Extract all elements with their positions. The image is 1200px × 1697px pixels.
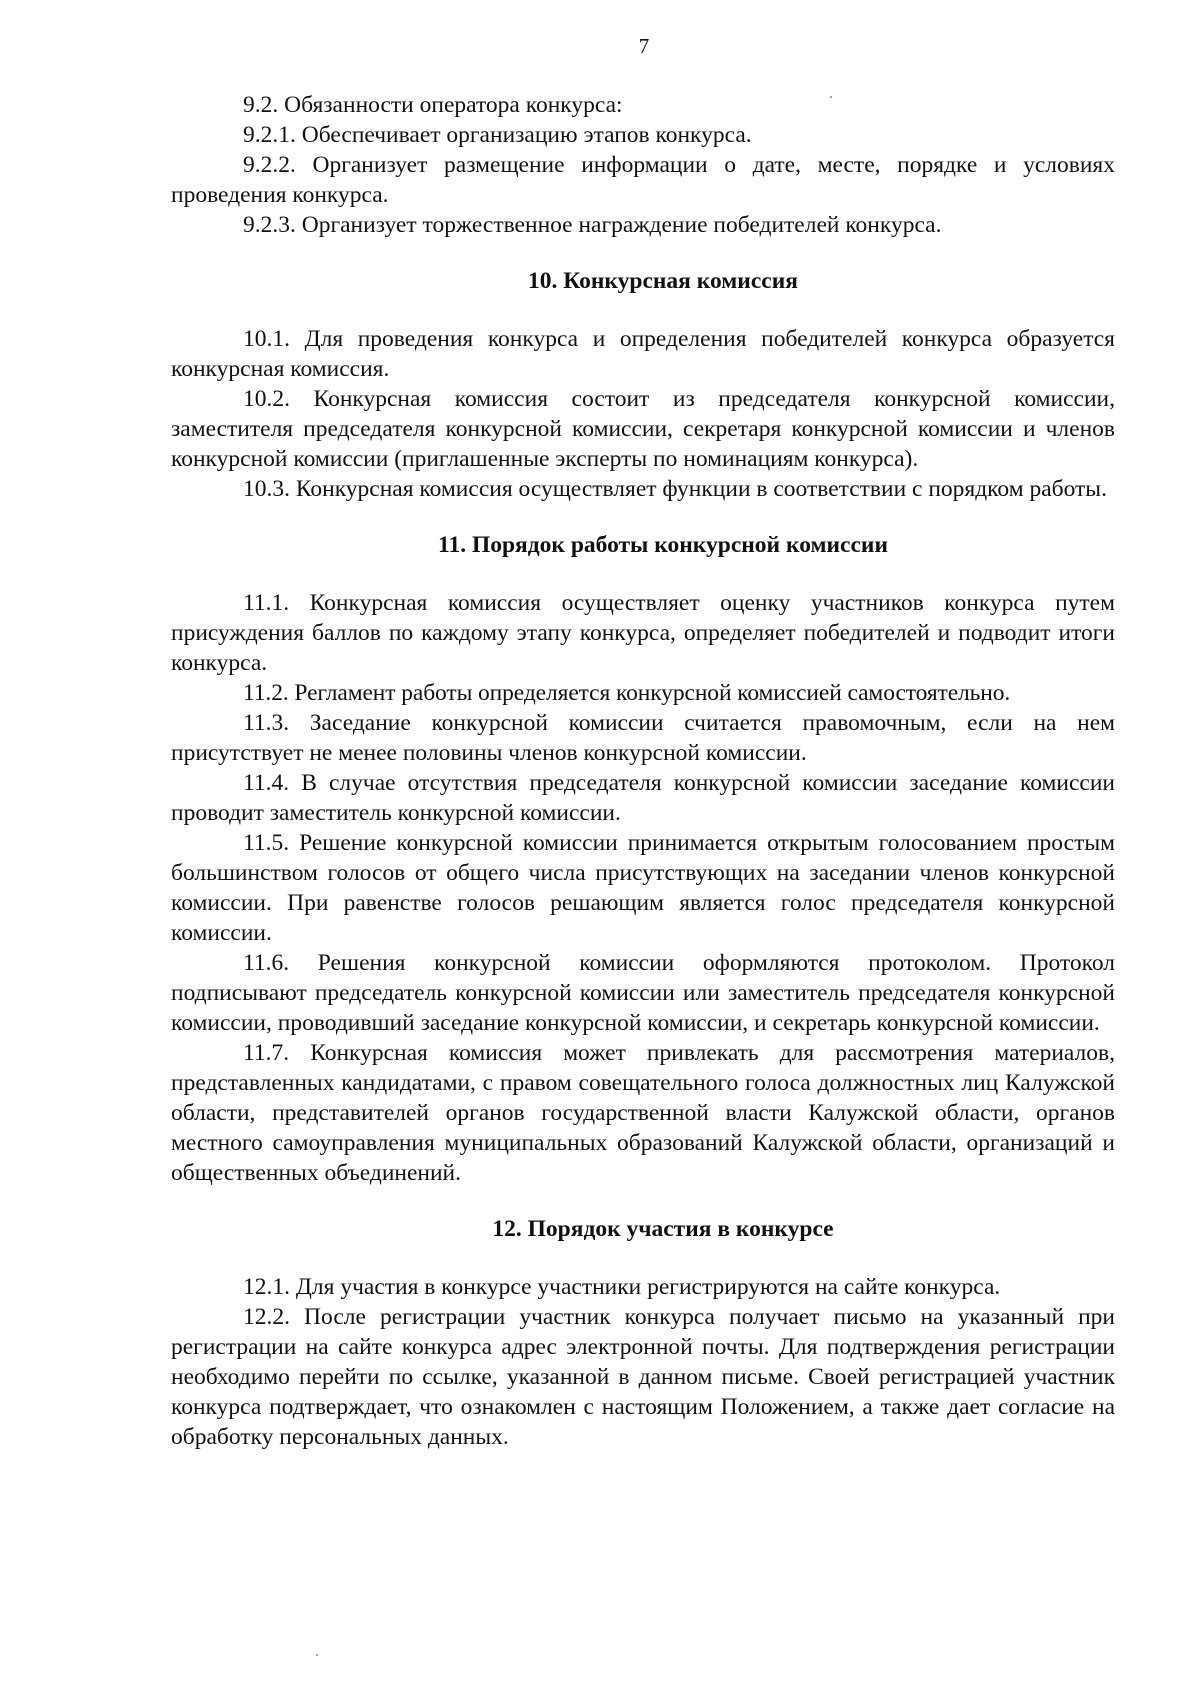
paragraph-11-6: 11.6. Решения конкурсной комиссии оформляются протоколом. Протокол подписывают председатель конкурсной комиссии или заместитель председателя конкурсной комиссии, проводивший заседание конкурсной комиссии, и секретарь конкурсной комиссии. [171, 950, 1115, 1036]
paragraph-11-5: 11.5. Решение конкурсной комиссии принимается открытым голосованием простым большинством голосов от общего числа присутствующих на заседании членов конкурсной комиссии. При равенстве голосов решающим является голос председателя конкурсной комиссии. [171, 830, 1115, 946]
section-heading-11: 11. Порядок работы конкурсной комиссии [438, 532, 888, 558]
paragraph-10-3: 10.3. Конкурсная комиссия осуществляет функции в соответствии с порядком работы. [243, 476, 1107, 502]
page-number: 7 [638, 34, 650, 58]
paragraph-9-2-2: 9.2.2. Организует размещение информации о дате, месте, порядке и условиях проведения конкурса. [171, 152, 1115, 208]
paragraph-9-2-3: 9.2.3. Организует торжественное награждение победителей конкурса. [243, 212, 942, 238]
paragraph-10-1: 10.1. Для проведения конкурса и определения победителей конкурса образуется конкурсная комиссия. [171, 326, 1115, 382]
section-heading-12: 12. Порядок участия в конкурсе [492, 1216, 834, 1242]
document-body [171, 90, 1115, 1452]
section-heading-10: 10. Конкурсная комиссия [528, 268, 798, 294]
paragraph-12-2: 12.2. После регистрации участник конкурса получает письмо на указанный при регистрации на сайте конкурса адрес электронной почты. Для подтверждения регистрации необходимо перейти по ссылке, указанной в данном письме. Своей регистрацией участник конкурса подтверждает, что ознакомлен с настоящим Положением, а также дает согласие на обработку персональных данных. [171, 1304, 1115, 1450]
paragraph-11-4: 11.4. В случае отсутствия председателя конкурсной комиссии заседание комиссии проводит заместитель конкурсной комиссии. [171, 770, 1115, 826]
paragraph-11-3: 11.3. Заседание конкурсной комиссии считается правомочным, если на нем присутствует не менее половины членов конкурсной комиссии. [171, 710, 1115, 766]
paragraph-9-2: 9.2. Обязанности оператора конкурса: [243, 92, 623, 118]
paragraph-9-2-1: 9.2.1. Обеспечивает организацию этапов конкурса. [243, 122, 752, 148]
paragraph-11-2: 11.2. Регламент работы определяется конкурсной комиссией самостоятельно. [243, 680, 1011, 706]
scan-speck [316, 1654, 318, 1656]
paragraph-10-2: 10.2. Конкурсная комиссия состоит из председателя конкурсной комиссии, заместителя председателя конкурсной комиссии, секретаря конкурсной комиссии и членов конкурсной комиссии (приглашенные эксперты по номинациям конкурса). [171, 386, 1115, 472]
paragraph-11-7: 11.7. Конкурсная комиссия может привлекать для рассмотрения материалов, представленных кандидатами, с правом совещательного голоса должностных лиц Калужской области, представителей органов государственной власти Калужской области, органов местного самоуправления муниципальных образований Калужской области, организаций и общественных объединений. [171, 1040, 1115, 1186]
paragraph-12-1: 12.1. Для участия в конкурсе участники регистрируются на сайте конкурса. [243, 1274, 1001, 1300]
paragraph-11-1: 11.1. Конкурсная комиссия осуществляет оценку участников конкурса путем присуждения баллов по каждому этапу конкурса, определяет победителей и подводит итоги конкурса. [171, 590, 1115, 676]
